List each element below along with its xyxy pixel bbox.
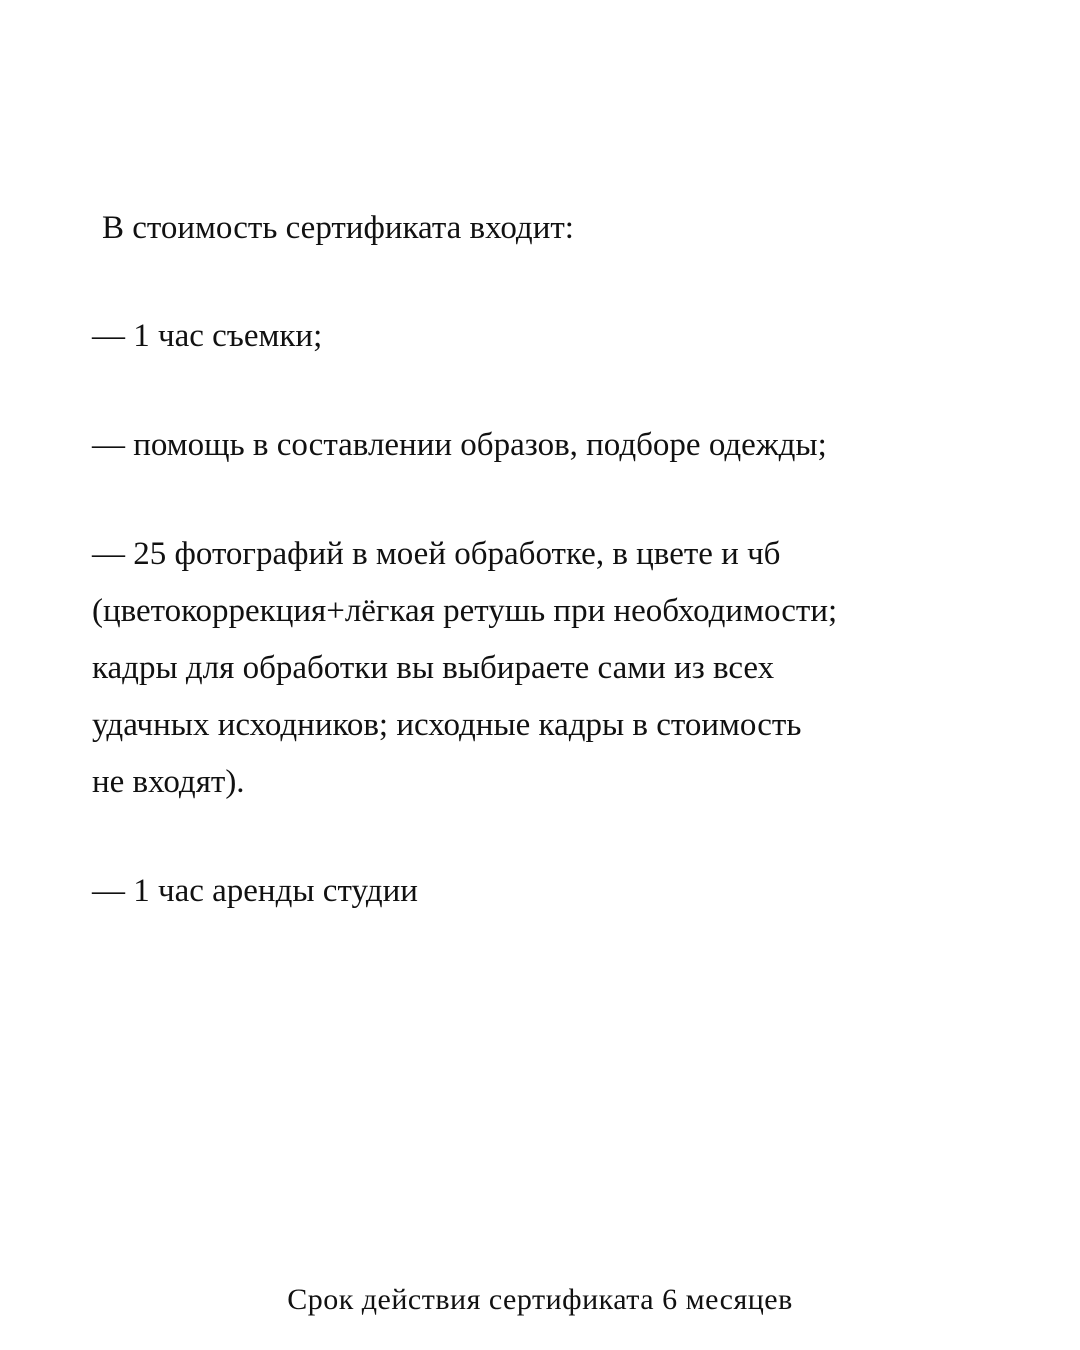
list-item-photos-line: кадры для обработки вы выбираете сами из всех	[92, 650, 775, 686]
list-item-studio-rent: — 1 час аренды студии	[92, 873, 418, 909]
list-item-photos-line: не входят).	[92, 764, 245, 800]
list-item-photos	[92, 526, 1012, 811]
list-item-shooting-hour: — 1 час съемки;	[92, 318, 323, 354]
validity-note: Срок действия сертификата 6 месяцев	[287, 1283, 793, 1316]
list-item-photos-line: (цветокоррекция+лёгкая ретушь при необходимости;	[92, 593, 838, 629]
contents-heading: В стоимость сертификата входит:	[102, 210, 574, 246]
list-item-photos-line: — 25 фотографий в моей обработке, в цвете и чб	[92, 536, 781, 572]
list-item-photos-line: удачных исходников; исходные кадры в стоимость	[92, 707, 802, 743]
certificate-contents	[92, 200, 1012, 972]
list-item-styling-help: — помощь в составлении образов, подборе одежды;	[92, 427, 827, 463]
